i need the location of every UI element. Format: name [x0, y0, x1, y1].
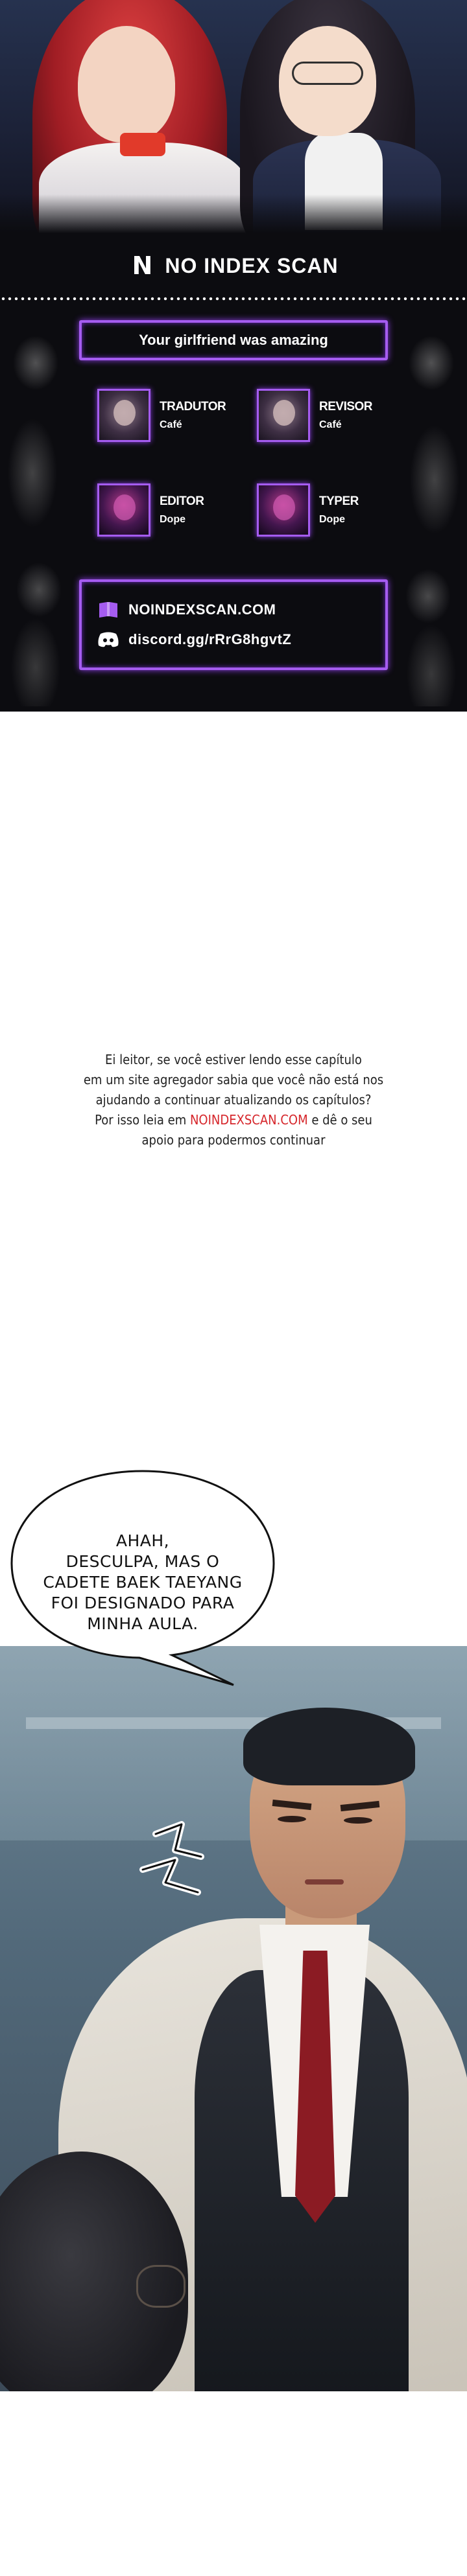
credit-reviewer — [257, 389, 372, 442]
right-character-silhouettes — [396, 305, 467, 706]
translator-avatar — [97, 389, 150, 442]
notice-line — [39, 1110, 428, 1130]
glasses — [292, 62, 363, 85]
credit-translator — [97, 389, 226, 442]
speech-bubble — [6, 1466, 279, 1686]
links-box — [79, 579, 388, 670]
left-character-silhouettes — [0, 305, 71, 706]
red-haired-girl-face — [78, 26, 175, 143]
credit-name: Café — [160, 419, 182, 430]
notice-line: em um site agregador sabia que você não está nos — [83, 1072, 384, 1087]
speech-bubble-text — [32, 1531, 253, 1634]
credits-panel — [71, 311, 396, 700]
girl-glasses — [136, 2265, 186, 2308]
notice-text: Por isso leia em — [95, 1112, 190, 1128]
site-link[interactable] — [97, 600, 385, 620]
discord-link[interactable] — [97, 630, 385, 649]
credit-name: Café — [319, 419, 342, 430]
site-link-text[interactable]: NOINDEXSCAN.COM — [128, 601, 276, 618]
reader-notice — [39, 1050, 428, 1150]
bubble-line: CADETE BAEK TAEYANG — [43, 1573, 243, 1592]
no-index-logo-icon: N — [132, 251, 153, 280]
man-hair — [243, 1708, 415, 1785]
man-eye — [278, 1816, 306, 1822]
credit-role: EDITOR — [160, 494, 204, 508]
reviewer-avatar — [257, 389, 310, 442]
credits-banner — [0, 0, 467, 712]
notice-line: Ei leitor, se você estiver lendo esse capítulo — [105, 1052, 362, 1067]
bubble-line: FOI DESIGNADO PARA — [51, 1594, 235, 1612]
typer-avatar — [257, 483, 310, 537]
notice-text: e dê o seu — [307, 1112, 372, 1128]
credit-role: TRADUTOR — [160, 400, 226, 413]
credit-name: Dope — [319, 514, 345, 525]
man-eye — [344, 1817, 372, 1824]
book-icon — [97, 600, 119, 620]
cover-art — [0, 0, 467, 233]
bubble-line: MINHA AULA. — [87, 1614, 198, 1633]
credit-name: Dope — [160, 514, 186, 525]
man-mouth — [305, 1879, 344, 1885]
sound-effect — [136, 1821, 208, 1902]
credit-role: TYPER — [319, 494, 359, 508]
notice-line: ajudando a continuar atualizando os capítulos? — [95, 1092, 372, 1108]
bubble-line: DESCULPA, MAS O — [66, 1552, 220, 1571]
credit-typer — [257, 483, 359, 537]
comic-panel-scene — [0, 1646, 467, 2391]
discord-link-text[interactable]: discord.gg/rRrG8hgvtZ — [128, 631, 292, 647]
editor-avatar — [97, 483, 150, 537]
hero-fade — [0, 194, 467, 233]
red-bow — [120, 133, 165, 156]
credit-editor — [97, 483, 204, 537]
page-bottom-margin — [0, 2391, 467, 2576]
series-title: Your girlfriend was amazing — [139, 332, 328, 348]
credit-role: REVISOR — [319, 400, 373, 413]
brand-header — [0, 233, 467, 298]
discord-icon — [97, 630, 119, 649]
notice-line: apoio para podermos continuar — [141, 1132, 326, 1148]
notice-site-link[interactable]: NOINDEXSCAN.COM — [189, 1112, 308, 1128]
bubble-line: AHAH, — [115, 1531, 170, 1550]
brand-name: NO INDEX SCAN — [165, 253, 339, 277]
dotted-divider — [0, 297, 467, 301]
series-title-box — [79, 320, 388, 360]
